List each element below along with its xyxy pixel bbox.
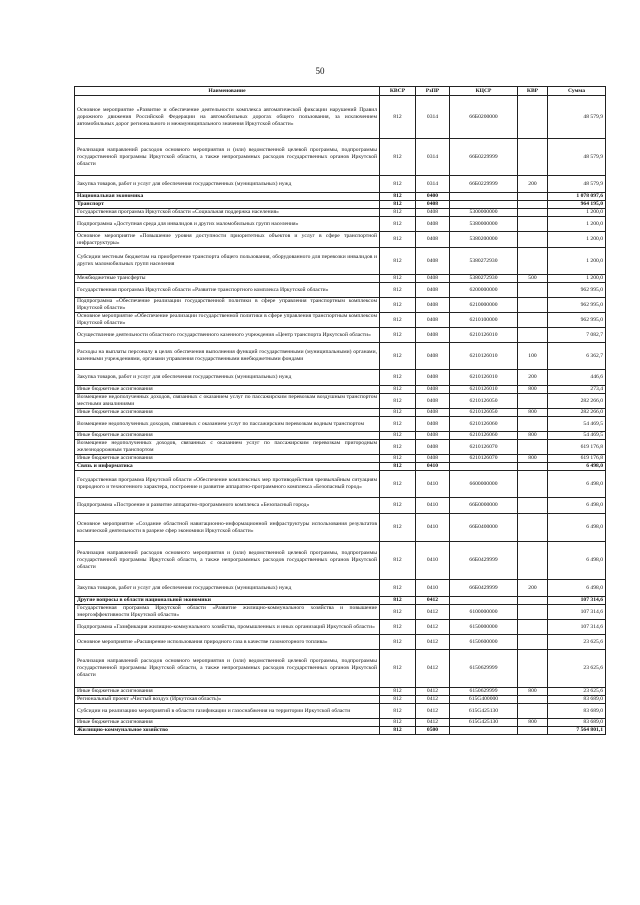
cell-sum: 6 498,0 bbox=[548, 580, 606, 597]
cell-rzpr: 0412 bbox=[416, 620, 450, 635]
cell-name: Подпрограмма «Доступная среда для инвалидов и других маломобильных групп населения» bbox=[75, 217, 380, 232]
cell-sum: 54 469,5 bbox=[548, 432, 606, 440]
header-kvr: КВР bbox=[518, 87, 548, 96]
table-row bbox=[75, 417, 606, 432]
cell-kcsr: 6210126050 bbox=[450, 394, 518, 409]
table-row bbox=[75, 597, 606, 605]
cell-kvsr: 812 bbox=[380, 209, 416, 217]
cell-sum: 7 564 801,1 bbox=[548, 727, 606, 735]
cell-kvr bbox=[518, 209, 548, 217]
cell-rzpr: 0412 bbox=[416, 635, 450, 650]
cell-rzpr: 0412 bbox=[416, 696, 450, 704]
table-header-row bbox=[75, 87, 606, 96]
cell-kvr bbox=[518, 248, 548, 275]
cell-sum: 1 200,0 bbox=[548, 217, 606, 232]
cell-rzpr: 0408 bbox=[416, 409, 450, 417]
cell-name: Реализация направлений расходов основного мероприятия и (или) ведомственной целевой программы, подпрограммы государственной программы Иркутской области, а также непрограммных расходов государственных органов Иркутской области bbox=[75, 650, 380, 688]
cell-sum: 962 995,0 bbox=[548, 283, 606, 298]
cell-kvr: 500 bbox=[518, 275, 548, 283]
table-row bbox=[75, 328, 606, 343]
cell-kvsr: 812 bbox=[380, 696, 416, 704]
cell-rzpr: 0410 bbox=[416, 542, 450, 580]
budget-table bbox=[74, 86, 606, 735]
table-row bbox=[75, 440, 606, 455]
table-row bbox=[75, 605, 606, 620]
cell-kvr bbox=[518, 417, 548, 432]
cell-kvr bbox=[518, 597, 548, 605]
cell-kvsr: 812 bbox=[380, 605, 416, 620]
cell-rzpr: 0408 bbox=[416, 283, 450, 298]
cell-sum: 83 689,0 bbox=[548, 696, 606, 704]
table-row bbox=[75, 96, 606, 139]
cell-kvsr: 812 bbox=[380, 409, 416, 417]
cell-sum: 7 082,7 bbox=[548, 328, 606, 343]
cell-rzpr: 0412 bbox=[416, 688, 450, 696]
cell-rzpr: 0400 bbox=[416, 193, 450, 201]
cell-kcsr bbox=[450, 727, 518, 735]
table-row bbox=[75, 455, 606, 463]
cell-name: Подпрограмма «Построение и развитие аппаратно-программного комплекса «Безопасный город» bbox=[75, 498, 380, 514]
cell-kvr bbox=[518, 635, 548, 650]
cell-kcsr: 6210126070 bbox=[450, 440, 518, 455]
table-row bbox=[75, 542, 606, 580]
cell-rzpr: 0412 bbox=[416, 650, 450, 688]
cell-kvsr: 812 bbox=[380, 727, 416, 735]
cell-kvr bbox=[518, 605, 548, 620]
cell-sum: 1 200,0 bbox=[548, 209, 606, 217]
cell-kcsr: 6150600000 bbox=[450, 635, 518, 650]
cell-name: Иные бюджетные ассигнования bbox=[75, 409, 380, 417]
table-row bbox=[75, 719, 606, 727]
cell-sum: 6 362,7 bbox=[548, 343, 606, 370]
cell-kvsr: 812 bbox=[380, 417, 416, 432]
cell-sum: 83 689,0 bbox=[548, 719, 606, 727]
cell-kvsr: 812 bbox=[380, 514, 416, 542]
table-row bbox=[75, 727, 606, 735]
cell-kvsr: 812 bbox=[380, 201, 416, 209]
cell-sum: 23 625,6 bbox=[548, 635, 606, 650]
cell-rzpr: 0408 bbox=[416, 386, 450, 394]
cell-kcsr: 66Б0229999 bbox=[450, 139, 518, 176]
cell-rzpr: 0412 bbox=[416, 597, 450, 605]
cell-kvsr: 812 bbox=[380, 432, 416, 440]
cell-kvsr: 812 bbox=[380, 440, 416, 455]
cell-kvr: 800 bbox=[518, 455, 548, 463]
cell-name: Иные бюджетные ассигнования bbox=[75, 455, 380, 463]
table-row bbox=[75, 580, 606, 597]
cell-sum: 54 469,5 bbox=[548, 417, 606, 432]
cell-name: Основное мероприятие «Создание областной навигационно-информационной инфраструктуры использования результатов космической деятельности в разрезе сфер экономики Иркутской области» bbox=[75, 514, 380, 542]
cell-kcsr: 66Б0429999 bbox=[450, 542, 518, 580]
table-row bbox=[75, 275, 606, 283]
cell-kvsr: 812 bbox=[380, 232, 416, 248]
cell-sum: 83 689,0 bbox=[548, 704, 606, 719]
cell-kvsr: 812 bbox=[380, 96, 416, 139]
cell-sum: 23 625,6 bbox=[548, 688, 606, 696]
cell-kvsr: 812 bbox=[380, 313, 416, 328]
cell-kvr bbox=[518, 313, 548, 328]
cell-sum: 282 266,0 bbox=[548, 394, 606, 409]
cell-kvr bbox=[518, 232, 548, 248]
cell-rzpr: 0408 bbox=[416, 248, 450, 275]
header-name: Наименование bbox=[75, 87, 380, 96]
cell-name: Подпрограмма «Газификация жилищно-коммунального хозяйства, промышленных и иных организаций Иркутской области» bbox=[75, 620, 380, 635]
cell-sum: 962 995,0 bbox=[548, 298, 606, 313]
cell-kcsr bbox=[450, 597, 518, 605]
cell-name: Основное мероприятие «Развитие и обеспечение деятельности комплекса автоматической фиксации нарушений Правил дорожного движения Российской Федерации на автомобильных дорогах общего пользования, за исключением автомобильных дорог регионального и межмуниципального значения Иркутской области» bbox=[75, 96, 380, 139]
cell-kvr bbox=[518, 193, 548, 201]
cell-rzpr: 0314 bbox=[416, 96, 450, 139]
cell-kvsr: 812 bbox=[380, 498, 416, 514]
cell-rzpr: 0412 bbox=[416, 704, 450, 719]
table-row bbox=[75, 193, 606, 201]
table-row bbox=[75, 635, 606, 650]
cell-kvsr: 812 bbox=[380, 704, 416, 719]
cell-kvr bbox=[518, 201, 548, 209]
cell-name: Государственная программа Иркутской области «Развитие жилищно-коммунального хозяйства и повышение энергоэффективности Иркутской области» bbox=[75, 605, 380, 620]
cell-rzpr: 0410 bbox=[416, 498, 450, 514]
cell-rzpr: 0408 bbox=[416, 328, 450, 343]
cell-kcsr: 6210126010 bbox=[450, 370, 518, 386]
cell-kvsr: 812 bbox=[380, 455, 416, 463]
cell-name: Национальная экономика bbox=[75, 193, 380, 201]
cell-kvr bbox=[518, 298, 548, 313]
page-number: 50 bbox=[315, 66, 325, 76]
cell-kvsr: 812 bbox=[380, 343, 416, 370]
cell-rzpr: 0500 bbox=[416, 727, 450, 735]
cell-kcsr: 6210126010 bbox=[450, 343, 518, 370]
cell-rzpr: 0410 bbox=[416, 514, 450, 542]
cell-kvsr: 812 bbox=[380, 217, 416, 232]
cell-sum: 6 498,0 bbox=[548, 498, 606, 514]
cell-kvr: 800 bbox=[518, 386, 548, 394]
cell-kvsr: 812 bbox=[380, 248, 416, 275]
cell-sum: 48 579,9 bbox=[548, 96, 606, 139]
table-row bbox=[75, 696, 606, 704]
cell-sum: 619 176,8 bbox=[548, 440, 606, 455]
table-row bbox=[75, 386, 606, 394]
cell-sum: 107 314,6 bbox=[548, 620, 606, 635]
cell-kvr: 100 bbox=[518, 343, 548, 370]
cell-rzpr: 0408 bbox=[416, 217, 450, 232]
cell-rzpr: 0410 bbox=[416, 580, 450, 597]
table-row bbox=[75, 248, 606, 275]
cell-kcsr: 6100000000 bbox=[450, 605, 518, 620]
cell-kvr bbox=[518, 217, 548, 232]
cell-kvr bbox=[518, 650, 548, 688]
cell-kvr bbox=[518, 514, 548, 542]
cell-kcsr: 6210126060 bbox=[450, 432, 518, 440]
cell-sum: 48 579,9 bbox=[548, 176, 606, 193]
cell-kcsr: 6210126060 bbox=[450, 417, 518, 432]
cell-rzpr: 0408 bbox=[416, 298, 450, 313]
table-row bbox=[75, 209, 606, 217]
cell-kcsr: 66Б0200000 bbox=[450, 96, 518, 139]
cell-rzpr: 0408 bbox=[416, 417, 450, 432]
cell-kvsr: 812 bbox=[380, 193, 416, 201]
cell-name: Возмещение недополученных доходов, связанных с оказанием услуг по пассажирским перевозкам водным транспортом bbox=[75, 417, 380, 432]
cell-name: Связь и информатика bbox=[75, 463, 380, 471]
table-row bbox=[75, 409, 606, 417]
cell-name: Иные бюджетные ассигнования bbox=[75, 432, 380, 440]
cell-name: Государственная программа Иркутской области «Развитие транспортного комплекса Иркутской области» bbox=[75, 283, 380, 298]
cell-rzpr: 0412 bbox=[416, 605, 450, 620]
cell-kvsr: 812 bbox=[380, 298, 416, 313]
cell-kvsr: 812 bbox=[380, 328, 416, 343]
header-kcsr: КЦСР bbox=[450, 87, 518, 96]
cell-kvsr: 812 bbox=[380, 542, 416, 580]
cell-name: Возмещение недополученных доходов, связанных с оказанием услуг по пассажирским перевозкам пригородным железнодорожным транспортом bbox=[75, 440, 380, 455]
cell-kcsr: 615G425130 bbox=[450, 719, 518, 727]
cell-kvr bbox=[518, 139, 548, 176]
cell-rzpr: 0314 bbox=[416, 139, 450, 176]
cell-kcsr: 6210000000 bbox=[450, 298, 518, 313]
table-row bbox=[75, 620, 606, 635]
cell-rzpr: 0408 bbox=[416, 313, 450, 328]
cell-name: Государственная программа Иркутской области «Обеспечение комплексных мер противодействия чрезвычайным ситуациям природного и техногенного характера, построение и развитие аппаратно-программного комплекса «Безопасный город» bbox=[75, 471, 380, 498]
cell-kcsr: 615G425130 bbox=[450, 704, 518, 719]
table-row bbox=[75, 394, 606, 409]
cell-kvsr: 812 bbox=[380, 176, 416, 193]
cell-sum: 446,6 bbox=[548, 370, 606, 386]
cell-kvsr: 812 bbox=[380, 580, 416, 597]
table-row bbox=[75, 232, 606, 248]
cell-sum: 619 176,8 bbox=[548, 455, 606, 463]
cell-kcsr: 615G400000 bbox=[450, 696, 518, 704]
cell-name: Подпрограмма «Обеспечение реализации государственной политики в сфере управления транспортным комплексом Иркутской области» bbox=[75, 298, 380, 313]
cell-sum: 6 498,0 bbox=[548, 514, 606, 542]
cell-kvr bbox=[518, 471, 548, 498]
cell-kvr bbox=[518, 328, 548, 343]
cell-name: Другие вопросы в области национальной экономики bbox=[75, 597, 380, 605]
cell-sum: 282 266,0 bbox=[548, 409, 606, 417]
cell-rzpr: 0314 bbox=[416, 176, 450, 193]
cell-rzpr: 0410 bbox=[416, 463, 450, 471]
cell-kcsr: 5380272930 bbox=[450, 248, 518, 275]
cell-kvsr: 812 bbox=[380, 386, 416, 394]
cell-kvsr: 812 bbox=[380, 719, 416, 727]
cell-name: Жилищно-коммунальное хозяйство bbox=[75, 727, 380, 735]
cell-kvr bbox=[518, 696, 548, 704]
cell-sum: 1 200,0 bbox=[548, 275, 606, 283]
cell-kvsr: 812 bbox=[380, 275, 416, 283]
cell-rzpr: 0410 bbox=[416, 471, 450, 498]
table-row bbox=[75, 313, 606, 328]
table-row bbox=[75, 432, 606, 440]
table-row bbox=[75, 370, 606, 386]
cell-kcsr bbox=[450, 463, 518, 471]
cell-kvsr: 812 bbox=[380, 620, 416, 635]
cell-kcsr: 66Б0429999 bbox=[450, 580, 518, 597]
cell-kcsr: 5300000000 bbox=[450, 209, 518, 217]
header-sum: Сумма bbox=[548, 87, 606, 96]
cell-name: Закупка товаров, работ и услуг для обеспечения государственных (муниципальных) нужд bbox=[75, 370, 380, 386]
cell-name: Закупка товаров, работ и услуг для обеспечения государственных (муниципальных) нужд bbox=[75, 580, 380, 597]
table-body bbox=[75, 96, 606, 735]
cell-kvr bbox=[518, 463, 548, 471]
cell-name: Основное мероприятие «Расширение использования природного газа в качестве газомоторного топлива» bbox=[75, 635, 380, 650]
cell-sum: 48 579,9 bbox=[548, 139, 606, 176]
cell-rzpr: 0408 bbox=[416, 232, 450, 248]
table-row bbox=[75, 201, 606, 209]
cell-kvr: 200 bbox=[518, 370, 548, 386]
cell-kcsr bbox=[450, 201, 518, 209]
cell-name: Возмещение недополученных доходов, связанных с оказанием услуг по пассажирским перевозкам воздушным транспортом местными авиалиниями bbox=[75, 394, 380, 409]
cell-sum: 962 995,0 bbox=[548, 313, 606, 328]
cell-kvr bbox=[518, 394, 548, 409]
table-row bbox=[75, 217, 606, 232]
cell-sum: 273,4 bbox=[548, 386, 606, 394]
cell-kcsr: 5380000000 bbox=[450, 217, 518, 232]
header-kvsr: КВСР bbox=[380, 87, 416, 96]
cell-sum: 107 314,6 bbox=[548, 605, 606, 620]
cell-kvr bbox=[518, 440, 548, 455]
cell-name: Государственная программа Иркутской области «Социальная поддержка населения» bbox=[75, 209, 380, 217]
cell-rzpr: 0408 bbox=[416, 394, 450, 409]
cell-name: Межбюджетные трансферты bbox=[75, 275, 380, 283]
table-row bbox=[75, 514, 606, 542]
cell-sum: 107 314,6 bbox=[548, 597, 606, 605]
cell-kvr: 800 bbox=[518, 719, 548, 727]
cell-kvsr: 812 bbox=[380, 635, 416, 650]
cell-sum: 6 498,0 bbox=[548, 463, 606, 471]
cell-kcsr: 66Б0229999 bbox=[450, 176, 518, 193]
cell-kvsr: 812 bbox=[380, 597, 416, 605]
cell-rzpr: 0408 bbox=[416, 343, 450, 370]
cell-kcsr: 66Б0400000 bbox=[450, 514, 518, 542]
table-row bbox=[75, 298, 606, 313]
table-row bbox=[75, 176, 606, 193]
cell-kvsr: 812 bbox=[380, 463, 416, 471]
cell-rzpr: 0408 bbox=[416, 455, 450, 463]
cell-name: Региональный проект «Чистый воздух (Иркутская область)» bbox=[75, 696, 380, 704]
cell-kcsr: 6210126010 bbox=[450, 386, 518, 394]
cell-kcsr: 6200000000 bbox=[450, 283, 518, 298]
cell-sum: 6 498,0 bbox=[548, 542, 606, 580]
table-row bbox=[75, 343, 606, 370]
cell-name: Транспорт bbox=[75, 201, 380, 209]
cell-name: Осуществление деятельности областного государственного казенного учреждения «Центр транспорта Иркутской области» bbox=[75, 328, 380, 343]
cell-kvsr: 812 bbox=[380, 394, 416, 409]
cell-kvr bbox=[518, 498, 548, 514]
cell-kvr bbox=[518, 620, 548, 635]
cell-kcsr: 5380272930 bbox=[450, 275, 518, 283]
cell-sum: 1 200,0 bbox=[548, 248, 606, 275]
cell-kvsr: 812 bbox=[380, 471, 416, 498]
table-row bbox=[75, 498, 606, 514]
cell-kvr bbox=[518, 704, 548, 719]
cell-rzpr: 0408 bbox=[416, 275, 450, 283]
cell-sum: 1 078 097,6 bbox=[548, 193, 606, 201]
cell-kvr: 800 bbox=[518, 432, 548, 440]
table-row bbox=[75, 283, 606, 298]
cell-rzpr: 0408 bbox=[416, 370, 450, 386]
cell-rzpr: 0408 bbox=[416, 209, 450, 217]
cell-kvr: 800 bbox=[518, 409, 548, 417]
cell-name: Иные бюджетные ассигнования bbox=[75, 719, 380, 727]
cell-name: Субсидии на реализацию мероприятий в области газификации и газоснабжения на территории Иркутской области bbox=[75, 704, 380, 719]
cell-kcsr: 6210100000 bbox=[450, 313, 518, 328]
cell-name: Иные бюджетные ассигнования bbox=[75, 386, 380, 394]
cell-kvsr: 812 bbox=[380, 283, 416, 298]
cell-kcsr: 6210126070 bbox=[450, 455, 518, 463]
cell-kcsr bbox=[450, 193, 518, 201]
cell-rzpr: 0408 bbox=[416, 201, 450, 209]
cell-kcsr: 6150629999 bbox=[450, 688, 518, 696]
table-row bbox=[75, 471, 606, 498]
cell-kcsr: 5380200000 bbox=[450, 232, 518, 248]
cell-rzpr: 0408 bbox=[416, 440, 450, 455]
cell-rzpr: 0408 bbox=[416, 432, 450, 440]
cell-kvr: 200 bbox=[518, 580, 548, 597]
cell-kvr bbox=[518, 96, 548, 139]
cell-kcsr: 6210126010 bbox=[450, 328, 518, 343]
cell-kvr bbox=[518, 727, 548, 735]
cell-kvr: 200 bbox=[518, 176, 548, 193]
cell-kvr: 800 bbox=[518, 688, 548, 696]
cell-kcsr: 6210126050 bbox=[450, 409, 518, 417]
cell-kvsr: 812 bbox=[380, 650, 416, 688]
cell-kvsr: 812 bbox=[380, 688, 416, 696]
cell-kvsr: 812 bbox=[380, 139, 416, 176]
table-row bbox=[75, 463, 606, 471]
cell-name: Основное мероприятие «Повышение уровня доступности приоритетных объектов и услуг в сфере транспортной инфраструктуры» bbox=[75, 232, 380, 248]
cell-name: Расходы на выплаты персоналу в целях обеспечения выполнения функций государственными (муниципальными) органами, казенными учреждениями, органами управления государственными внебюджетными фондами bbox=[75, 343, 380, 370]
table-row bbox=[75, 704, 606, 719]
cell-kcsr: 6600000000 bbox=[450, 471, 518, 498]
table-row bbox=[75, 139, 606, 176]
cell-kvsr: 812 bbox=[380, 370, 416, 386]
header-rzpr: РзПР bbox=[416, 87, 450, 96]
cell-kcsr: 66Б0000000 bbox=[450, 498, 518, 514]
cell-name: Реализация направлений расходов основного мероприятия и (или) ведомственной целевой программы, подпрограммы государственной программы Иркутской области, а также непрограммных расходов государственных органов Иркутской области bbox=[75, 542, 380, 580]
table-row bbox=[75, 650, 606, 688]
cell-name: Субсидии местным бюджетам на приобретение транспорта общего пользования, оборудованного для перевозки инвалидов и других маломобильных групп населения bbox=[75, 248, 380, 275]
cell-sum: 964 195,0 bbox=[548, 201, 606, 209]
table-row bbox=[75, 688, 606, 696]
cell-sum: 23 625,6 bbox=[548, 650, 606, 688]
cell-name: Реализация направлений расходов основного мероприятия и (или) ведомственной целевой программы, подпрограммы государственной программы Иркутской области, а также непрограммных расходов государственных органов Иркутской области bbox=[75, 139, 380, 176]
cell-kvr bbox=[518, 283, 548, 298]
cell-kvr bbox=[518, 542, 548, 580]
cell-kcsr: 6150629999 bbox=[450, 650, 518, 688]
cell-name: Закупка товаров, работ и услуг для обеспечения государственных (муниципальных) нужд bbox=[75, 176, 380, 193]
cell-sum: 6 498,0 bbox=[548, 471, 606, 498]
cell-sum: 1 200,0 bbox=[548, 232, 606, 248]
cell-kcsr: 6150000000 bbox=[450, 620, 518, 635]
cell-name: Основное мероприятие «Обеспечение реализации государственной политики в сфере управления транспортным комплексом Иркутской области» bbox=[75, 313, 380, 328]
cell-name: Иные бюджетные ассигнования bbox=[75, 688, 380, 696]
cell-rzpr: 0412 bbox=[416, 719, 450, 727]
